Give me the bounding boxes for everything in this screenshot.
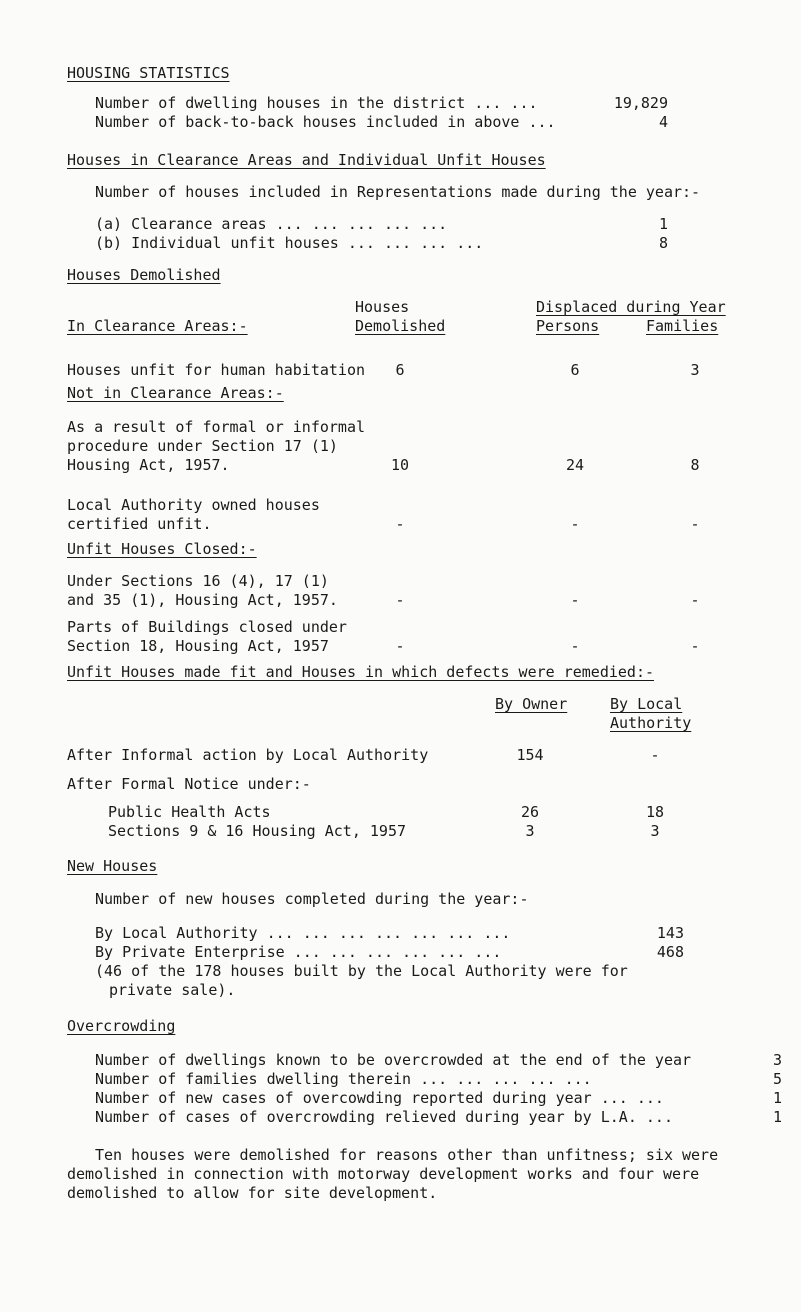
closed-heading: Unfit Houses Closed:- (67, 540, 257, 558)
row1-houses: 6 (395, 361, 405, 379)
dwellings-label: Number of dwelling houses in the district ... ... (95, 94, 538, 112)
row4-families: - (690, 591, 700, 609)
remedied-row2-label: Public Health Acts (108, 803, 271, 821)
row5-label-1: Parts of Buildings closed under (67, 618, 347, 636)
row2-label-2: procedure under Section 17 (1) (67, 437, 338, 455)
col-persons: Persons (536, 317, 600, 335)
row5-persons: - (570, 637, 580, 655)
clearance-a-label: (a) Clearance areas ... ... ... ... ... (95, 215, 448, 233)
not-in-clearance-label: Not in Clearance Areas:- (67, 384, 284, 402)
row3-persons: - (570, 515, 580, 533)
clearance-intro: Number of houses included in Representations made during the year:- (95, 183, 701, 201)
row3-houses: - (395, 515, 405, 533)
remedied-heading: Unfit Houses made fit and Houses in which defects were remedied:- (67, 663, 654, 681)
row2-label-1: As a result of formal or informal (67, 418, 366, 436)
backtoback-value: 4 (658, 113, 668, 131)
oc-row1-label: Number of dwellings known to be overcrowded at the end of the year (95, 1051, 692, 1069)
col-la-1: By Local (610, 695, 683, 713)
new-la-value: 143 (656, 924, 684, 942)
new-pe-value: 468 (656, 943, 684, 961)
remedied-row2-la: 18 (645, 803, 665, 821)
row5-houses: - (395, 637, 405, 655)
oc-row3-value: 1 (772, 1089, 782, 1107)
remedied-row1-owner: 154 (516, 746, 544, 764)
new-houses-intro: Number of new houses completed during the year:- (95, 890, 529, 908)
row4-label-2: and 35 (1), Housing Act, 1957. (67, 591, 338, 609)
row2-label-3: Housing Act, 1957. (67, 456, 230, 474)
row4-persons: - (570, 591, 580, 609)
row2-families: 8 (690, 456, 700, 474)
row2-houses: 10 (390, 456, 410, 474)
remedied-row1-label: After Informal action by Local Authority (67, 746, 429, 764)
page-title: HOUSING STATISTICS (67, 64, 230, 82)
col-families: Families (646, 317, 719, 335)
dwellings-value: 19,829 (613, 94, 668, 112)
clearance-b-label: (b) Individual unfit houses ... ... ... ... (95, 234, 484, 252)
col-displaced: Displaced during Year (536, 298, 726, 316)
demolished-heading: Houses Demolished (67, 266, 221, 284)
backtoback-label: Number of back-to-back houses included in above ... (95, 113, 556, 131)
remedied-row3-owner: 3 (525, 822, 535, 840)
col-owner: By Owner (495, 695, 568, 713)
row3-families: - (690, 515, 700, 533)
remedied-row1-la: - (650, 746, 660, 764)
col-houses-2: Demolished (355, 317, 446, 335)
closing-para-3: demolished to allow for site development. (67, 1184, 438, 1202)
row5-families: - (690, 637, 700, 655)
row4-houses: - (395, 591, 405, 609)
col-la-2: Authority (610, 714, 692, 732)
new-la-label: By Local Authority ... ... ... ... ... ... ... (95, 924, 511, 942)
clearance-a-value: 1 (658, 215, 668, 233)
remedied-row2-owner: 26 (520, 803, 540, 821)
remedied-row3-label: Sections 9 & 16 Housing Act, 1957 (108, 822, 407, 840)
new-note-2: private sale). (109, 981, 236, 999)
overcrowding-heading: Overcrowding (67, 1017, 176, 1035)
new-pe-label: By Private Enterprise ... ... ... ... ... ... (95, 943, 502, 961)
oc-row4-label: Number of cases of overcrowding relieved during year by L.A. ... (95, 1108, 673, 1126)
new-note-1: (46 of the 178 houses built by the Local Authority were for (95, 962, 628, 980)
oc-row4-value: 1 (772, 1108, 782, 1126)
clearance-heading: Houses in Clearance Areas and Individual Unfit Houses (67, 151, 546, 169)
row3-label-2: certified unfit. (67, 515, 212, 533)
row1-families: 3 (690, 361, 700, 379)
oc-row3-label: Number of new cases of overcowding reported during year ... ... (95, 1089, 664, 1107)
row5-label-2: Section 18, Housing Act, 1957 (67, 637, 329, 655)
remedied-row3-la: 3 (650, 822, 660, 840)
closing-para-2: demolished in connection with motorway development works and four were (67, 1165, 700, 1183)
new-houses-heading: New Houses (67, 857, 158, 875)
row2-persons: 24 (565, 456, 585, 474)
row1-label: Houses unfit for human habitation (67, 361, 366, 379)
clearance-b-value: 8 (658, 234, 668, 252)
row1-persons: 6 (570, 361, 580, 379)
in-clearance-label: In Clearance Areas:- (67, 317, 248, 335)
row3-label-1: Local Authority owned houses (67, 496, 320, 514)
row4-label-1: Under Sections 16 (4), 17 (1) (67, 572, 329, 590)
oc-row2-value: 5 (772, 1070, 782, 1088)
oc-row1-value: 3 (772, 1051, 782, 1069)
formal-label: After Formal Notice under:- (67, 775, 311, 793)
oc-row2-label: Number of families dwelling therein ... ... ... ... ... (95, 1070, 592, 1088)
closing-para-1: Ten houses were demolished for reasons other than unfitness; six were (95, 1146, 719, 1164)
col-houses-1: Houses (355, 298, 410, 316)
